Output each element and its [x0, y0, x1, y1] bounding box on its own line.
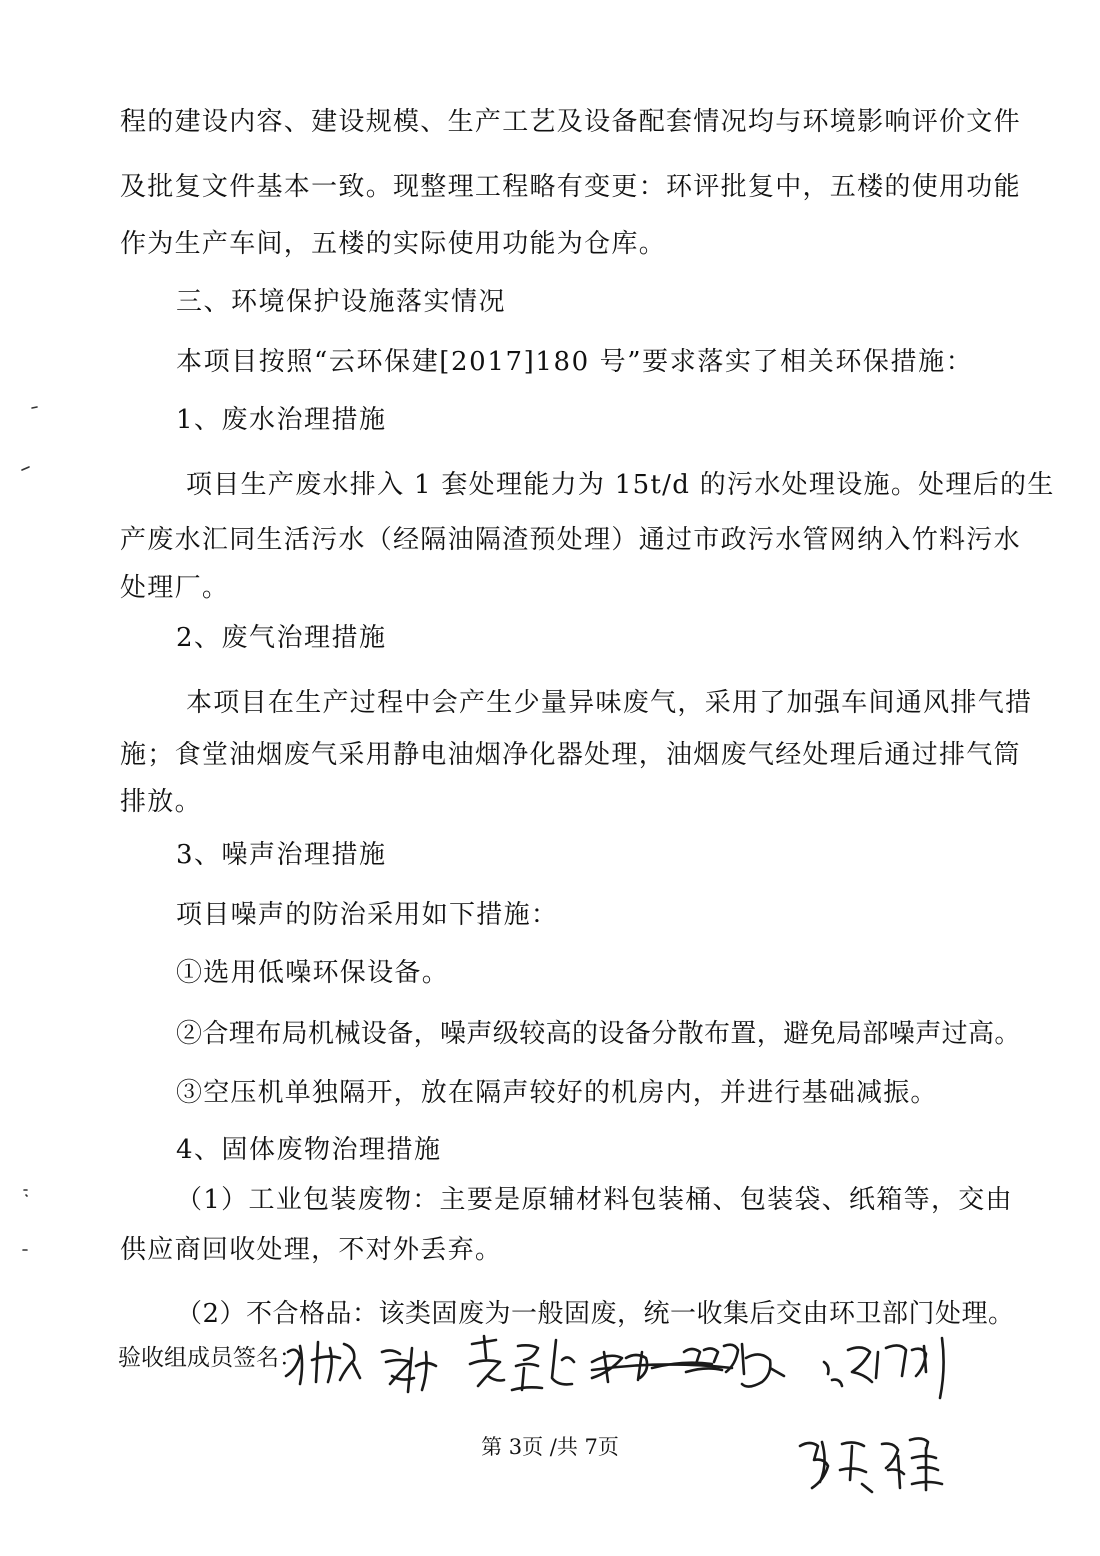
signature-4: [592, 1352, 732, 1382]
paragraph-line: 排放。: [120, 787, 202, 817]
signature-3: [470, 1336, 574, 1390]
paragraph-line: 本项目按照“云环保建[2017]180 号”要求落实了相关环保措施：: [176, 347, 974, 377]
signature-6: [824, 1338, 944, 1398]
paragraph-line: 项目生产废水排入 1 套处理能力为 15t/d 的污水处理设施。处理后的生: [186, 470, 1055, 500]
paragraph-line: 作为生产车间，五楼的实际使用功能为仓库。: [120, 229, 667, 259]
subsection-heading: 3、噪声治理措施: [176, 840, 387, 870]
paragraph-line: 及批复文件基本一致。现整理工程略有变更：环评批复中，五楼的使用功能: [120, 172, 1021, 202]
paragraph-line: 产废水汇同生活污水（经隔油隔渣预处理）通过市政污水管网纳入竹料污水: [120, 525, 1021, 555]
signature-2: [382, 1348, 436, 1392]
paragraph-line: 程的建设内容、建设规模、生产工艺及设备配套情况均与环境影响评价文件: [120, 107, 1021, 137]
signature-label: 验收组成员签名：: [118, 1345, 302, 1371]
paragraph-line: 本项目在生产过程中会产生少量异味废气，采用了加强车间通风排气措: [186, 688, 1033, 718]
paragraph-line: （2）不合格品：该类固废为一般固废，统一收集后交由环卫部门处理。: [176, 1299, 1015, 1329]
subsection-heading: 1、废水治理措施: [176, 405, 387, 435]
list-item: ①选用低噪环保设备。: [176, 958, 450, 988]
paragraph-line: （1）工业包装废物：主要是原辅材料包装桶、包装袋、纸箱等，交由: [176, 1185, 1013, 1215]
list-item: ③空压机单独隔开，放在隔声较好的机房内，并进行基础减振。: [176, 1078, 938, 1108]
paragraph-line: 处理厂。: [120, 573, 230, 603]
subsection-heading: 2、废气治理措施: [176, 623, 387, 653]
subsection-heading: 4、固体废物治理措施: [176, 1135, 442, 1165]
paragraph-line: 供应商回收处理，不对外丢弃。: [120, 1235, 503, 1265]
section-heading: 三、环境保护设施落实情况: [176, 287, 507, 317]
paragraph-line: 施；食堂油烟废气采用静电油烟净化器处理，油烟废气经处理后通过排气筒: [120, 740, 1021, 770]
scan-specks: [0, 0, 60, 1556]
signature-1: [286, 1342, 360, 1384]
list-item: ②合理布局机械设备，噪声级较高的设备分散布置，避免局部噪声过高。: [176, 1019, 1021, 1049]
paragraph-line: 项目噪声的防治采用如下措施：: [176, 900, 559, 930]
page-number: 第 3页 /共 7页: [481, 1435, 619, 1459]
